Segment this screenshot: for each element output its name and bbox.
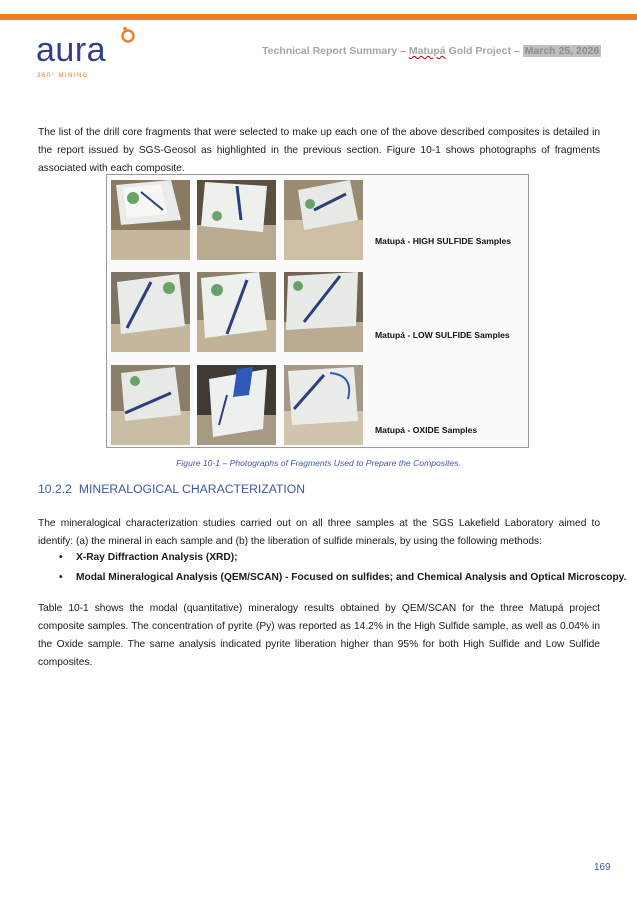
- methods-paragraph: The mineralogical characterization studies carried out on all three samples at the SGS Lakefield Laboratory aimed to identify: (a) the mineral in each sample and (b) the liberation of sulfide minerals, by using the following methods:: [38, 518, 600, 548]
- sample-photo: [111, 365, 190, 445]
- sample-photo: [111, 180, 190, 260]
- row-label-low-sulfide: Matupá - LOW SULFIDE Samples: [375, 330, 510, 340]
- section-heading: [38, 482, 305, 496]
- results-paragraph: Table 10-1 shows the modal (quantitative) mineralogy results obtained by QEM/SCAN for the three Matupá project composite samples. The concentration of pyrite (Py) was reported as 14.2% in the High Sulfide sample, as well as 0.04% in the Oxide sample. The same analysis indicated pyrite liberation higher than 95% for both High Sulfide and Low Sulfide composites.: [38, 603, 600, 669]
- section-number: 10.2.2: [38, 482, 72, 496]
- row-label-oxide: Matupá - OXIDE Samples: [375, 425, 478, 435]
- report-header-title: Technical Report Summary – Matupá Gold Project – March 25, 2026: [262, 45, 600, 57]
- list-item: • X-Ray Diffraction Analysis (XRD);: [38, 548, 600, 568]
- list-item: • Modal Mineralogical Analysis (QEM/SCAN) - Focused on sulfides; and Chemical Analysis and Optical Microscopy.: [38, 568, 600, 588]
- row-label-high-sulfide: Matupá - HIGH SULFIDE Samples: [375, 236, 512, 246]
- sample-photo: [197, 365, 276, 445]
- page-number: 169: [594, 862, 611, 873]
- section-title: MINERALOGICAL CHARACTERIZATION: [78, 482, 306, 496]
- logo-ring-icon: [119, 26, 137, 44]
- header-accent-bar: [0, 14, 637, 20]
- sample-photo: [111, 272, 190, 352]
- sample-photo: [197, 272, 276, 352]
- sample-photo: [284, 365, 363, 445]
- bullet-icon: •: [59, 572, 63, 583]
- logo-tagline: 360° MINING: [37, 72, 89, 79]
- sample-photo: [197, 180, 276, 260]
- sample-photo: [284, 272, 363, 352]
- sample-photo: [284, 180, 363, 260]
- figure-caption: Figure 10-1 – Photographs of Fragments Used to Prepare the Composites.: [176, 458, 461, 468]
- company-logo: [36, 22, 156, 82]
- bullet-icon: •: [59, 552, 63, 563]
- intro-paragraph: The list of the drill core fragments that were selected to make up each one of the above described composites is detailed in the report issued by SGS-Geosol as highlighted in the previous section. Figure 10-1 shows photographs of fragments associated with each composite.: [38, 127, 600, 175]
- figure-10-1: [106, 174, 529, 448]
- methods-list: [38, 548, 627, 588]
- logo-wordmark: aura: [36, 31, 107, 69]
- report-date: March 25, 2026: [524, 45, 600, 57]
